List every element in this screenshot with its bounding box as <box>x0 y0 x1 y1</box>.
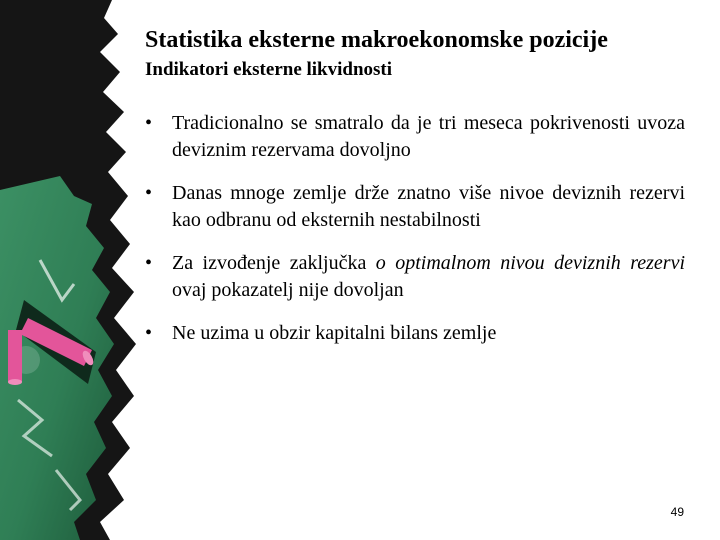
bullet-icon: • <box>145 322 153 344</box>
slide-content <box>145 24 685 363</box>
bullet-item <box>145 110 685 164</box>
bullet-text: Danas mnoge zemlje drže znatno više nivoe deviznih rezervi kao odbranu od eksternih nestabilnosti <box>172 182 685 231</box>
bullet-text-italic: o optimalnom nivou deviznih rezervi <box>375 252 686 274</box>
page-number: 49 <box>670 505 684 519</box>
bullet-item <box>145 180 685 234</box>
bullet-text-after: ovaj pokazatelj nije dovoljan <box>172 279 404 301</box>
bullet-icon: • <box>145 252 153 274</box>
bullet-text: Tradicionalno se smatralo da je tri meseca pokrivenosti uvoza deviznim rezervama dovoljno <box>172 112 685 161</box>
bullet-text: Ne uzima u obzir kapitalni bilans zemlje <box>172 322 497 344</box>
bullet-text-before: Za izvođenje zaključka <box>172 252 376 274</box>
bullet-icon: • <box>145 112 153 134</box>
slide-title: Statistika eksterne makroekonomske pozicije <box>145 27 608 53</box>
chalkboard-decoration <box>0 0 140 540</box>
bullet-list <box>145 110 685 347</box>
slide-subtitle: Indikatori eksterne likvidnosti <box>145 59 393 80</box>
bullet-item <box>145 250 685 304</box>
bullet-icon: • <box>145 182 153 204</box>
bullet-item <box>145 320 685 347</box>
